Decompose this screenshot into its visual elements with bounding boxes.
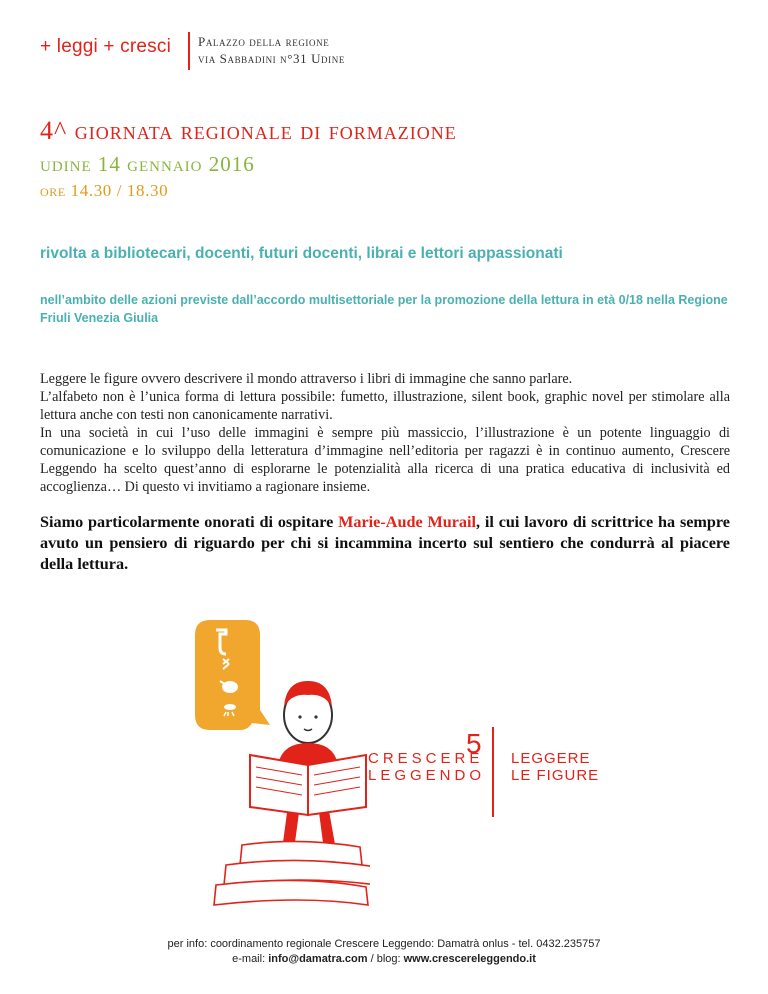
address-line-1: Palazzo della regione [198,34,330,49]
guest-name: Marie-Aude Murail [338,513,477,531]
audience-line: rivolta a bibliotecari, docenti, futuri docenti, librai e lettori appassionati [40,245,563,262]
book-stack-icon [214,841,370,905]
event-date: udine 14 gennaio 2016 [40,152,255,176]
address-line-2: via Sabbadini n°31 Udine [198,51,345,66]
footer-email-label: e-mail: [232,953,269,965]
open-book-icon [250,755,366,815]
guest-text-post: , il cui lavoro di scrittrice ha sempre avuto un pensiero di riguardo per chi si incammina incerto sul sentiero che condurrà al piacere della lettura. [40,513,730,573]
event-time: ore 14.30 / 18.30 [40,181,169,200]
body-paragraph-3: In una società in cui l’uso delle immagini è sempre più massiccio, l’illustrazione è un potente linguaggio di comunicazione e lo sviluppo della letteratura d’immagine nell’editoria per ragazzi è in continuo aumento, Crescere Leggendo ha scelto quest’anno di esplorarne le potenzialità alla ricerca di una pratica educativa di inclusività ed accoglienza… Di questo vi invitiamo a ragionare insieme. [40,425,730,495]
campaign-name-line-2: LEGGENDO [368,767,486,784]
campaign-divider [492,727,494,817]
footer-blog-link[interactable]: www.crescereleggendo.it [403,953,536,965]
footer-email-link[interactable]: info@damatra.com [268,953,368,965]
venue-address [198,33,345,67]
body-paragraph-1: Leggere le figure ovvero descrivere il mondo attraverso i libri di immagine che sanno parlare. [40,371,573,387]
brand-logo: + leggi + cresci [40,36,171,57]
campaign-name-line-1: CRESCERE [368,750,484,767]
reading-child-illustration [190,615,370,915]
header-divider [188,32,190,70]
guest-text-pre: Siamo particolarmente onorati di ospitare [40,513,339,531]
guest-announcement [40,512,730,575]
context-note: nell’ambito delle azioni previste dall’accordo multisettoriale per la promozione della lettura in età 0/18 nella Regione Friuli Venezia Giulia [40,293,728,325]
event-title: 4^ giornata regionale di formazione [40,116,457,145]
footer-contacts [0,953,768,965]
campaign-edition-number: 5 [466,728,482,759]
footer-blog-label: / blog: [367,953,404,965]
campaign-theme-line-2: LE FIGURE [511,767,600,784]
campaign-theme-line-1: LEGGERE [511,750,591,767]
body-paragraph-2: L’alfabeto non è l’unica forma di lettura possibile: fumetto, illustrazione, silent book, graphic novel per stimolare alla lettura anche con testi non canonicamente narrativi. [40,389,730,423]
body-text [40,370,730,496]
footer-info: per info: coordinamento regionale Crescere Leggendo: Damatrà onlus - tel. 0432.235757 [167,938,601,950]
speech-bubble-icon [195,620,270,730]
